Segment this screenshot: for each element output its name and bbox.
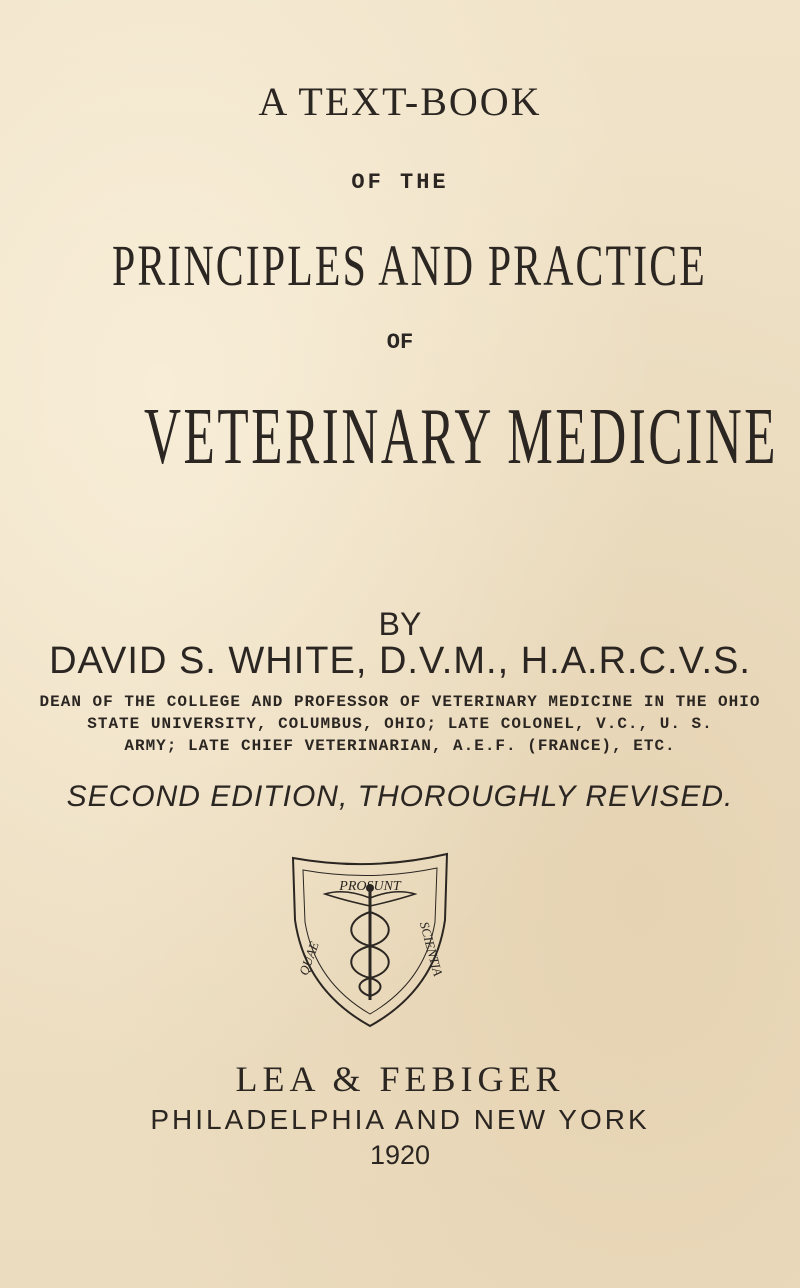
- by-label: BY: [378, 606, 422, 642]
- author-name: DAVID S. WHITE, D.V.M., H.A.R.C.V.S.: [49, 640, 751, 682]
- title-line-principles: PRINCIPLES AND PRACTICE: [112, 233, 707, 298]
- title-line-of: OF: [386, 330, 414, 355]
- title-line-of-the: OF THE: [351, 170, 449, 195]
- author-credentials-line-3: ARMY; LATE CHIEF VETERINARIAN, A.E.F. (FRANCE), ETC.: [124, 737, 676, 755]
- title-line-veterinary-medicine: VETERINARY MEDICINE: [144, 393, 779, 481]
- emblem-motto-top: PROSUNT: [339, 879, 401, 894]
- title-line-a-text-book: A TEXT-BOOK: [258, 79, 542, 124]
- publisher-name: LEA & FEBIGER: [235, 1059, 565, 1099]
- author-credentials-line-2: STATE UNIVERSITY, COLUMBUS, OHIO; LATE COLONEL, V.C., U. S.: [87, 715, 713, 733]
- emblem-motto-left: QUAE: [295, 939, 322, 978]
- emblem-motto-right: SCIENTIA: [416, 920, 446, 978]
- author-credentials-line-1: DEAN OF THE COLLEGE AND PROFESSOR OF VETERINARY MEDICINE IN THE OHIO: [39, 693, 761, 711]
- edition-statement: SECOND EDITION, THOROUGHLY REVISED.: [66, 780, 734, 813]
- caduceus-shield-icon: [285, 850, 455, 1030]
- publisher-cities: PHILADELPHIA AND NEW YORK: [150, 1104, 650, 1135]
- publication-year: 1920: [369, 1140, 431, 1170]
